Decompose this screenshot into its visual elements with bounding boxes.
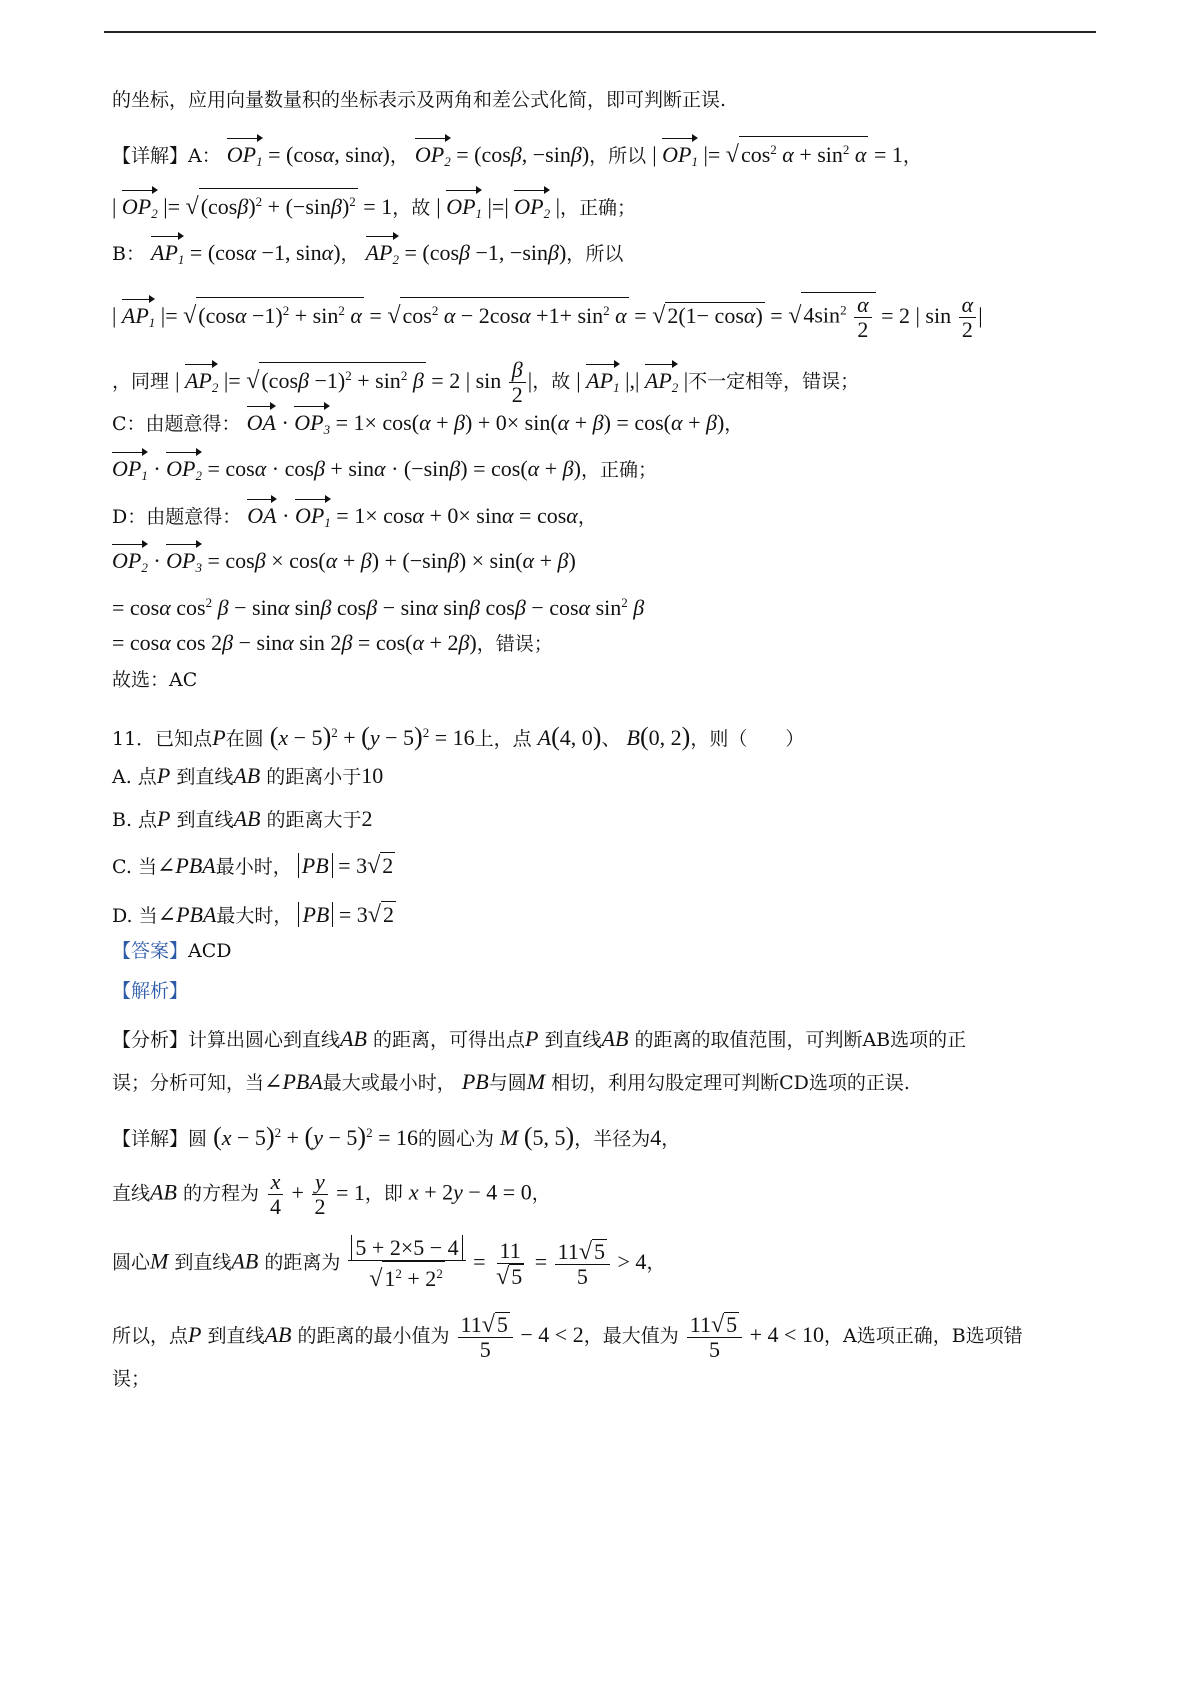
detail-c-line2: $OP_1 \cdot OP_2 = \cos\alpha \cdot \cos\beta + \sin\alpha \cdot (-\sin\beta) = \cos(\alpha + \beta)$，正确； bbox=[112, 456, 657, 489]
detail-c-line: C：由题意得： OA · $OP_3 = 1\times \cos(\alpha + \beta) + 0\times \sin(\alpha + \beta) = \cos(\alpha + \beta)$， bbox=[112, 410, 743, 443]
analysis-line1: 【分析】计算出圆心到直线AB 的距离，可得出点P 到直线AB 的距离的取值范围，可判断AB选项的正 bbox=[112, 1026, 967, 1051]
detail2-line4: 所以，点P 到直线AB 的距离的最小值为 $\frac{11√5}{5}$ − 4 < 2，最大值为 $\frac{11√5}{5}$ + 4 < 10，A选项正确，B选项错 bbox=[112, 1312, 1023, 1362]
detail-b-line: B： $AP_1 = (\cos\alpha -1$, sinα)， $AP_2 = (\cos\beta -1$, −sinβ)，所以 bbox=[112, 240, 623, 273]
detail-a-line2: | $OP_2$ |= $√(\cos\beta)^2 + (-\sin\beta)^2 = 1$，故 | $OP_1$ |=| $OP_2$ |，正确； bbox=[112, 188, 636, 227]
intro-text: 的坐标，应用向量数量积的坐标表示及两角和差公式化简，即可判断正误. bbox=[112, 89, 727, 111]
detail2-line2: 直线AB 的方程为 $\frac{x}{4}$ + $\frac{y}{2}$ = 1，即 x + 2y − 4 = 0， bbox=[112, 1169, 551, 1219]
intro-line bbox=[112, 87, 726, 113]
option-d: D. 当∠PBA最大时， PB = 3√2 bbox=[112, 902, 394, 928]
detail2-line3: 圆心M 到直线AB 的距离为 $\frac{5 + 2\times 5 - 4}{√1^2 + 2^2}$ = $\frac{11}{√5}$ = $\frac{11√5}{5}$ > 4， bbox=[112, 1235, 666, 1292]
option-c: C. 当∠PBA最小时， PB = 3√2 bbox=[112, 853, 394, 879]
question-11: 11．已知点P在圆 $(x - 5)^2 + (y - 5)^2 = 16$上，点 A(4, 0)、 B(0, 2)，则（ ） bbox=[112, 722, 805, 751]
detail-label: 【详解】 bbox=[112, 145, 189, 167]
detail-d-line3: = cosα $\cos^2 \beta - \sin\alpha$ sinβ cosβ − sinα sinβ cosβ − cosα $\sin^2 \beta$ bbox=[112, 595, 645, 620]
detail-a-line: 【详解】A： $OP_1 = (\cos\alpha$, sinα)， $OP_2 = (\cos\beta$, −sinβ)，所以 | $OP_1$ |= $√\cos^2$ $\alpha + \sin^2 \alpha = 1$， bbox=[112, 136, 922, 175]
choose-text: 故选：AC bbox=[112, 669, 198, 691]
option-a: A. 点P 到直线AB 的距离小于10 bbox=[112, 763, 384, 788]
answer-value: ACD bbox=[188, 940, 232, 962]
analysis-line2: 误；分析可知，当∠PBA最大或最小时， PB与圆M 相切，利用勾股定理可判断CD选项的正误. bbox=[112, 1069, 910, 1094]
analysis-heading: 【解析】 bbox=[112, 980, 189, 1002]
detail-d-line: D：由题意得： OA · $OP_1 = 1\times \cos\alpha + 0\times \sin\alpha = \cos\alpha$， bbox=[112, 503, 597, 536]
detail-d-line2: $OP_2 \cdot OP_3 = \cos\beta \times \cos(\alpha + \beta) + (-\sin\beta) \times \sin(\alpha + \beta)$ bbox=[112, 548, 576, 581]
answer-label: 【答案】 bbox=[112, 940, 189, 962]
detail-b-line3: ，同理 | $AP_2$ |= $√(\cos\beta -1)^2 + \sin^2 \beta = 2$ | sin $\frac{\beta}{2}$ |，故 | $AP_1$ |,| $AP_2$ |不一定相等，错误； bbox=[112, 357, 860, 407]
answer-line bbox=[112, 938, 232, 964]
detail2-line5: 误； bbox=[112, 1368, 151, 1390]
detail-d-line4: = cosα cos 2β − sinα sin 2β = cos(α + 2β)，错误； bbox=[112, 630, 553, 655]
detail-b-line2: | $AP_1$ |= $√(\cos\alpha -1)^2 + \sin^2 \alpha = √\cos^2$ $\alpha - 2\cos\alpha +1+ \sin^2 \alpha = √2(1- \cos\alpha) = √4\sin^2$ $\frac{\alpha}{2}$ = 2 | sin $\frac{\alpha}{2}$ | bbox=[112, 292, 983, 342]
detail2-line1: 【详解】圆 $(x - 5)^2 + (y - 5)^2 = 16$的圆心为 M (5, 5)，半径为4， bbox=[112, 1122, 681, 1151]
choose-line bbox=[112, 667, 197, 693]
option-b: B. 点P 到直线AB 的距离大于2 bbox=[112, 806, 373, 831]
top-rule bbox=[104, 31, 1096, 33]
